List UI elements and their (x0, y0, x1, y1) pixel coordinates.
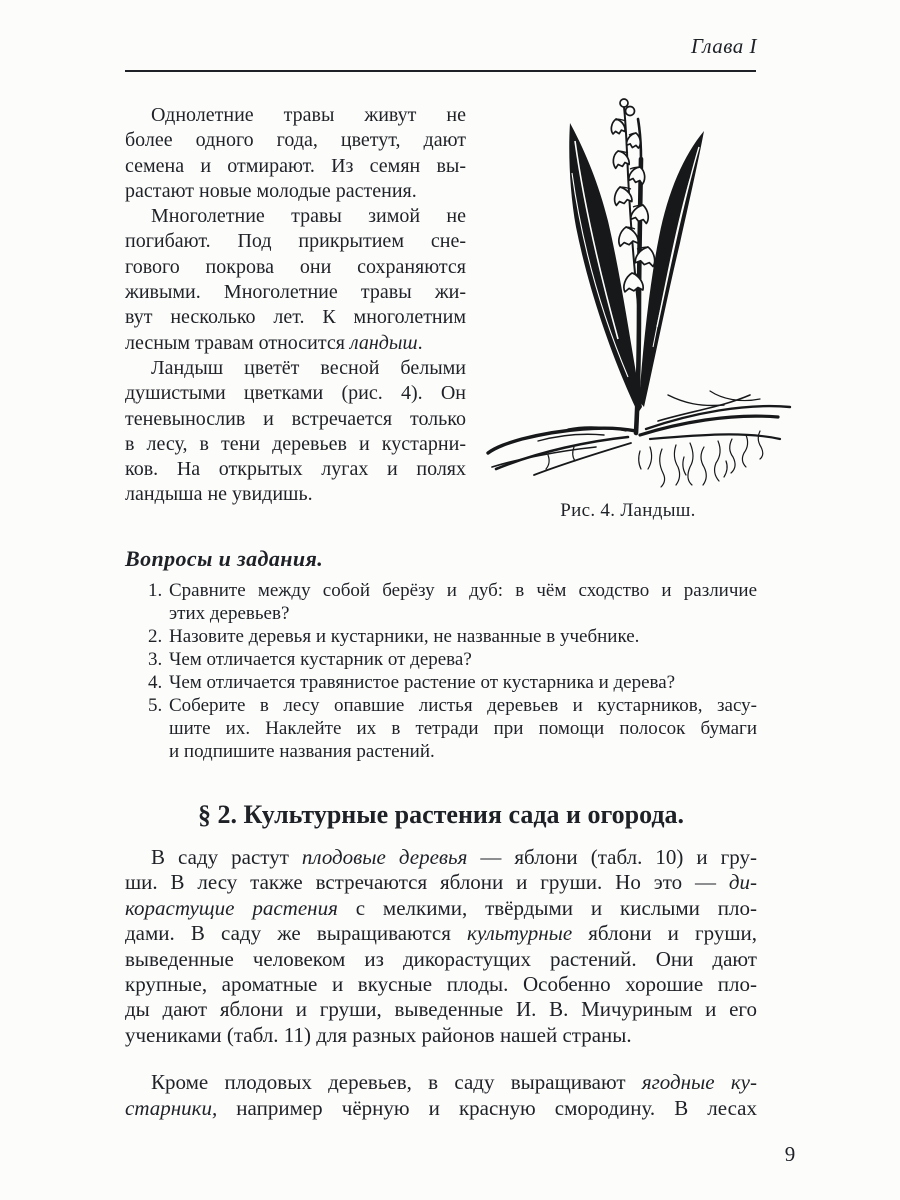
text-line (125, 482, 466, 507)
text-segment: Чем отличается травянистое растение от кустарника и дерева? (169, 672, 676, 693)
text-line (125, 128, 466, 153)
text-line (125, 896, 757, 921)
text-segment: Соберите в лесу опавшие листья деревьев и кустарников, засу- (169, 695, 757, 716)
text-segment: душистыми цветками (рис. 4). Он (125, 382, 466, 405)
text-segment: Кроме плодовых деревьев, в саду выращивают (151, 1070, 642, 1095)
italic-text-segment: ягодные ку- (641, 1070, 757, 1095)
text-segment: дами. В саду же выращиваются (125, 921, 467, 946)
header-rule (125, 70, 756, 72)
text-segment: растают новые молодые растения. (125, 179, 417, 202)
question-number: 4. (148, 672, 163, 693)
text-line (169, 625, 757, 648)
text-line (125, 457, 466, 482)
question-text (169, 648, 757, 671)
text-segment: . (417, 331, 423, 354)
question-number: 3. (148, 649, 163, 670)
text-line (125, 229, 466, 254)
text-line (125, 381, 466, 406)
lily-of-the-valley-illustration (478, 95, 800, 495)
body-paragraph (125, 845, 757, 1048)
text-line (125, 921, 757, 946)
text-line (125, 154, 466, 179)
italic-text-segment: ди- (728, 870, 757, 895)
italic-text-segment: старники, (125, 1095, 218, 1120)
italic-text-segment: ландыш (349, 331, 418, 354)
paragraph (125, 356, 466, 508)
text-segment: и подпишите названия растений. (169, 741, 435, 762)
paragraph (125, 204, 466, 356)
text-line (125, 331, 466, 356)
text-line (125, 103, 466, 128)
text-segment: живыми. Многолетние травы жи- (125, 281, 466, 304)
questions-block (125, 545, 757, 763)
italic-text-segment: культурные (467, 921, 573, 946)
text-segment: ши. В лесу также встречаются яблони и груши. Но это — (125, 870, 729, 895)
text-line (125, 870, 757, 895)
text-line (125, 255, 466, 280)
running-head (125, 34, 757, 58)
text-segment: учениками (табл. 11) для разных районов нашей страны. (125, 1022, 632, 1047)
question-item (125, 579, 757, 625)
section-2 (125, 800, 757, 1121)
italic-text-segment: корастущие растения (125, 895, 338, 920)
text-line (125, 179, 466, 204)
text-segment: вут несколько лет. К многолетним (125, 306, 466, 329)
figure (478, 95, 800, 522)
text-line (169, 740, 757, 763)
text-line (169, 648, 757, 671)
text-line (125, 432, 466, 457)
text-line (125, 947, 757, 972)
text-segment: Ландыш цветёт весной белыми (151, 356, 466, 379)
question-item (125, 671, 757, 694)
text-segment: более одного года, цветут, дают (125, 129, 466, 152)
question-text (169, 625, 757, 648)
text-line (125, 1096, 757, 1121)
chapter-label: Глава I (691, 34, 757, 58)
text-line (125, 305, 466, 330)
text-line (169, 579, 757, 602)
text-segment: яблони и груши, (572, 921, 757, 946)
italic-text-segment: плодовые деревья (301, 845, 468, 869)
text-segment: семена и отмирают. Из семян вы- (125, 154, 466, 177)
text-line (125, 1070, 757, 1095)
text-segment: ландыша не увидишь. (125, 483, 313, 506)
text-segment: в лесу, в тени деревьев и кустарни- (125, 432, 466, 455)
question-item (125, 625, 757, 648)
text-line (125, 204, 466, 229)
question-number: 1. (148, 580, 163, 601)
text-line (169, 671, 757, 694)
text-segment: выведенные человеком из дикорастущих растений. Они дают (125, 946, 757, 971)
text-segment: этих деревьев? (169, 603, 290, 624)
text-line (125, 356, 466, 381)
text-line (169, 694, 757, 717)
text-line (169, 717, 757, 740)
text-segment: теневынослив и встречается только (125, 407, 466, 430)
figure-caption: Рис. 4. Ландыш. (560, 500, 696, 521)
question-number: 2. (148, 626, 163, 647)
text-line (125, 997, 757, 1022)
body-paragraph (125, 1070, 757, 1121)
text-segment: Назовите деревья и кустарники, не названные в учебнике. (169, 626, 640, 647)
question-text (169, 671, 757, 694)
text-segment: — яблони (табл. 10) и гру- (467, 845, 758, 869)
text-line (125, 1023, 757, 1048)
text-segment: В саду растут (151, 845, 302, 869)
text-segment: Однолетние травы живут не (151, 104, 466, 126)
text-segment: Чем отличается кустарник от дерева? (169, 649, 472, 670)
section-heading: § 2. Культурные растения сада и огорода. (198, 800, 684, 829)
text-segment: ков. На открытых лугах и полях (125, 458, 466, 481)
text-segment: крупные, ароматные и вкусные плоды. Особенно хорошие пло- (125, 972, 757, 997)
question-text (169, 694, 757, 763)
questions-heading: Вопросы и задания. (125, 546, 324, 571)
text-line (125, 280, 466, 305)
text-segment: с мелкими, твёрдыми и кислыми пло- (337, 895, 757, 920)
question-item (125, 648, 757, 671)
text-segment: гового покрова они сохраняются (125, 255, 466, 278)
text-segment: ды дают яблони и груши, выведенные И. В. Мичуриным и его (125, 997, 757, 1022)
left-column (125, 103, 466, 508)
page-number: 9 (784, 1142, 796, 1166)
text-segment: погибают. Под прикрытием сне- (125, 230, 466, 253)
text-line (125, 845, 757, 870)
text-segment: например чёрную и красную смородину. В лесах (217, 1095, 757, 1120)
questions-list (125, 579, 757, 763)
question-text (169, 579, 757, 625)
text-segment: лесным травам относится (125, 331, 350, 354)
text-segment: Многолетние травы зимой не (151, 205, 466, 228)
question-item (125, 694, 757, 763)
text-segment: Сравните между собой берёзу и дуб: в чём сходство и различие (169, 580, 757, 601)
text-line (125, 972, 757, 997)
text-line (125, 407, 466, 432)
paragraph (125, 103, 466, 204)
text-segment: шите их. Наклейте их в тетради при помощи полосок бумаги (169, 718, 757, 739)
question-number: 5. (148, 695, 163, 716)
text-line (169, 602, 757, 625)
